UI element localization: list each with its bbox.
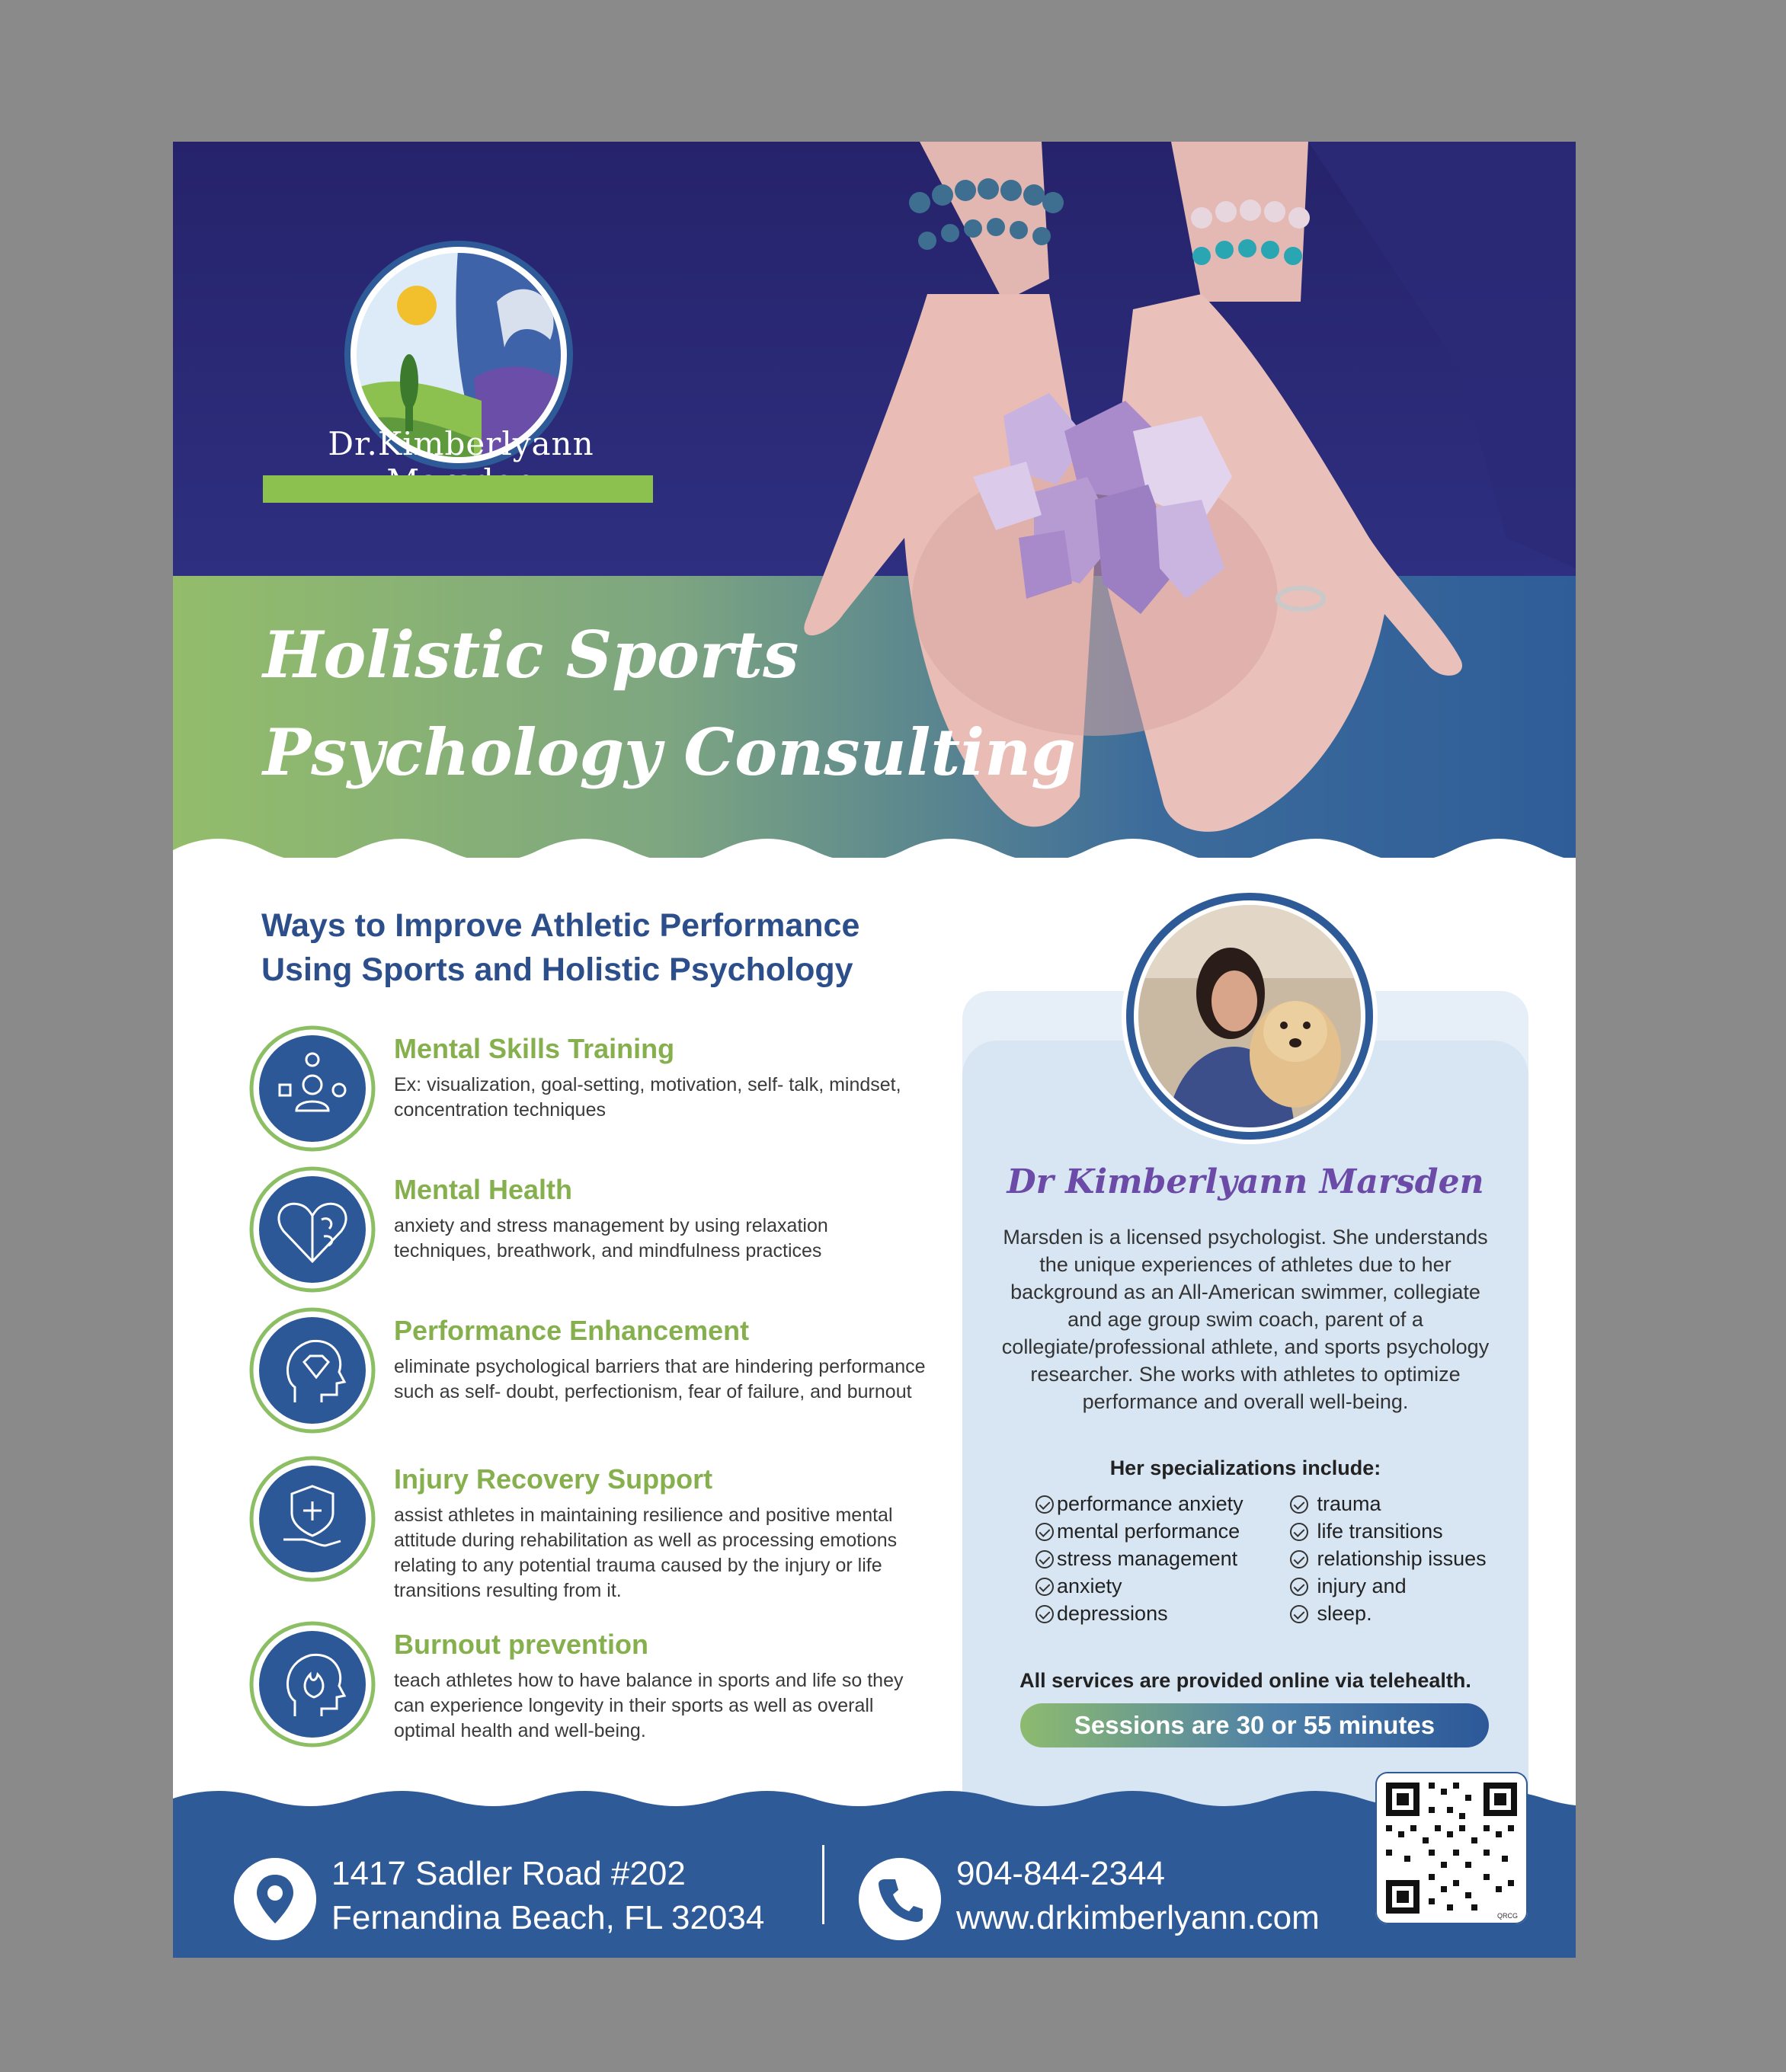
check-circle-icon bbox=[1035, 1523, 1054, 1541]
mental-skills-icon bbox=[249, 1025, 376, 1152]
service-name: Injury Recovery Support bbox=[394, 1463, 713, 1495]
specialization-item: mental performance bbox=[1035, 1517, 1243, 1545]
specialization-item: anxiety bbox=[1035, 1572, 1243, 1600]
heart-brain-icon bbox=[249, 1166, 376, 1293]
check-circle-icon bbox=[1290, 1605, 1308, 1623]
service-name: Burnout prevention bbox=[394, 1629, 648, 1660]
section-title-line1: Ways to Improve Athletic Performance bbox=[261, 907, 860, 944]
service-desc: anxiety and stress management by using relaxation techniques, breathwork, and mindfulness practices bbox=[394, 1215, 828, 1261]
service-item bbox=[249, 1621, 1011, 1751]
profile-photo bbox=[1120, 887, 1379, 1146]
website-link[interactable]: www.drkimberlyann.com bbox=[956, 1899, 1320, 1936]
service-desc: eliminate psychological barriers that are hindering performance such as self- doubt, perfectionism, fear of failure, and burnout bbox=[394, 1356, 926, 1402]
check-circle-icon bbox=[1290, 1495, 1308, 1514]
specialization-item: injury and bbox=[1290, 1572, 1487, 1600]
specialization-item: depressions bbox=[1035, 1600, 1243, 1627]
section-title-line2: Using Sports and Holistic Psychology bbox=[261, 951, 853, 988]
location-pin-icon bbox=[234, 1858, 316, 1940]
flyer bbox=[173, 142, 1576, 1958]
service-desc: Ex: visualization, goal-setting, motivation, self- talk, mindset, concentration techniques bbox=[394, 1074, 901, 1121]
specialization-item: stress management bbox=[1035, 1545, 1243, 1572]
check-circle-icon bbox=[1290, 1578, 1308, 1596]
qr-label: QRCG bbox=[1497, 1912, 1518, 1920]
section-title bbox=[261, 903, 947, 992]
check-circle-icon bbox=[1035, 1495, 1054, 1514]
phone-icon bbox=[859, 1858, 941, 1940]
specializations-list-left bbox=[1035, 1490, 1243, 1627]
brand-name: Dr.Kimberlyann bbox=[328, 425, 594, 462]
address-line1: 1417 Sadler Road #202 bbox=[331, 1855, 686, 1892]
hero-title bbox=[263, 606, 1076, 801]
check-circle-icon bbox=[1035, 1605, 1054, 1623]
service-item bbox=[249, 1166, 1011, 1296]
wave-divider bbox=[173, 820, 1576, 888]
service-item bbox=[249, 1025, 1011, 1155]
service-name: Performance Enhancement bbox=[394, 1315, 750, 1346]
service-name: Mental Health bbox=[394, 1174, 573, 1205]
service-desc: teach athletes how to have balance in sports and life so they can experience longevity in their sports as well as overall optimal health and well-being. bbox=[394, 1670, 904, 1741]
phone-number[interactable]: 904-844-2344 bbox=[956, 1855, 1166, 1892]
head-diamond-icon bbox=[249, 1307, 376, 1434]
sessions-badge: Sessions are 30 or 55 minutes bbox=[1020, 1703, 1489, 1747]
hero-title-line1: Holistic Sports bbox=[263, 617, 799, 692]
specialization-item: performance anxiety bbox=[1035, 1490, 1243, 1517]
qr-code[interactable] bbox=[1375, 1772, 1528, 1924]
doctor-bio: Marsden is a licensed psychologist. She understands the unique experiences of athletes due to her background as an All-American swimmer, collegiate and age group swim coach, parent of a collegiate/professional athlete, and sports psychology researcher. She works with athletes to optimize performance and overall well-being. bbox=[1001, 1226, 1490, 1413]
service-item bbox=[249, 1456, 1011, 1601]
specializations-list-right bbox=[1290, 1490, 1487, 1627]
service-name: Mental Skills Training bbox=[394, 1033, 675, 1064]
address bbox=[331, 1852, 764, 1940]
specialization-item: life transitions bbox=[1290, 1517, 1487, 1545]
service-desc: assist athletes in maintaining resilience and positive mental attitude during rehabilitation as well as processing emotions relating to any potential trauma caused by the injury or life transitions resulting from it. bbox=[394, 1504, 898, 1601]
check-circle-icon bbox=[1035, 1550, 1054, 1568]
check-circle-icon bbox=[1290, 1550, 1308, 1568]
doctor-name: Dr Kimberlyann Marsden bbox=[1007, 1162, 1484, 1201]
contact-info bbox=[956, 1852, 1320, 1940]
specialization-item: relationship issues bbox=[1290, 1545, 1487, 1572]
brand-underline-bar bbox=[263, 475, 653, 503]
check-circle-icon bbox=[1035, 1578, 1054, 1596]
shield-hand-icon bbox=[249, 1456, 376, 1582]
footer-divider bbox=[822, 1845, 824, 1924]
specialization-item: trauma bbox=[1290, 1490, 1487, 1517]
check-circle-icon bbox=[1290, 1523, 1308, 1541]
address-line2: Fernandina Beach, FL 32034 bbox=[331, 1899, 765, 1936]
head-flame-icon bbox=[249, 1621, 376, 1747]
telehealth-note: All services are provided online via telehealth. bbox=[1019, 1669, 1471, 1692]
specialization-item: sleep. bbox=[1290, 1600, 1487, 1627]
specializations-title: Her specializations include: bbox=[1109, 1456, 1381, 1479]
hero-title-line2: Psychology Consulting bbox=[263, 715, 1076, 790]
service-item bbox=[249, 1307, 1011, 1437]
